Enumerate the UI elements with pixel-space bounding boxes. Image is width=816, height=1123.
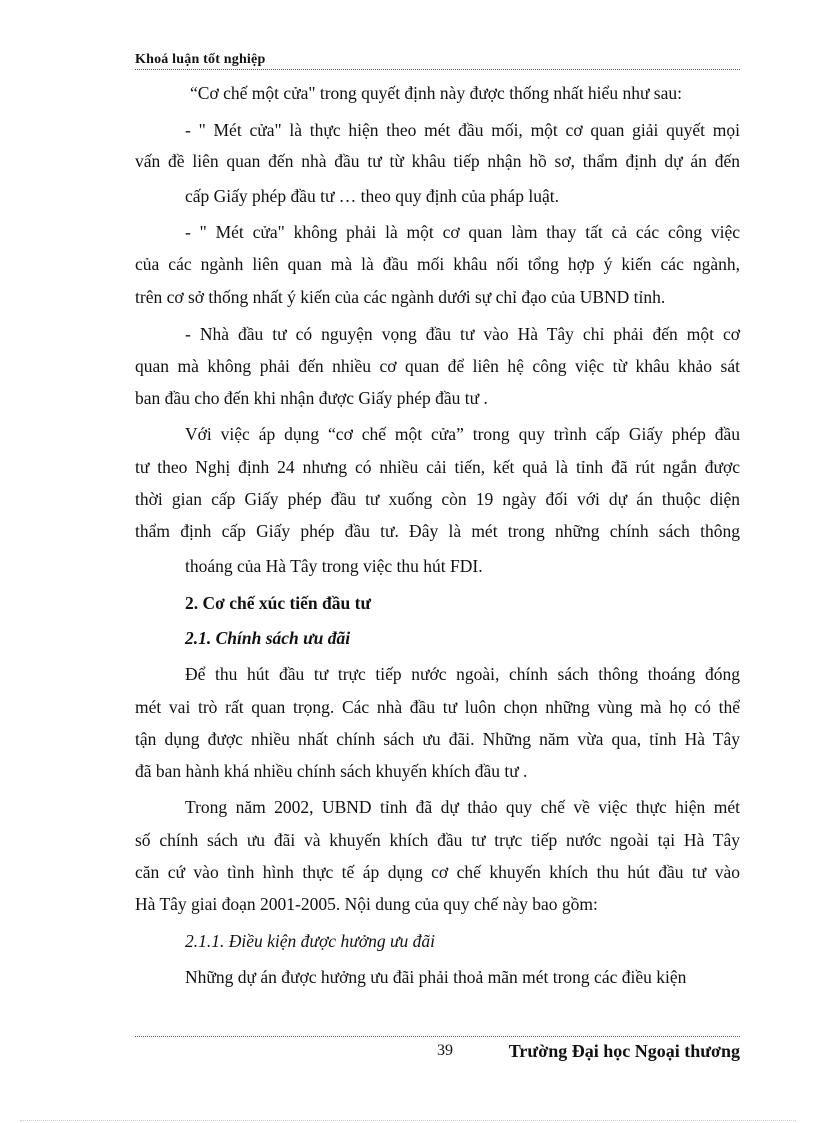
header-divider bbox=[135, 69, 740, 70]
subsubsection-heading: 2.1.1. Điều kiện được hưởng ưu đãi bbox=[185, 931, 435, 951]
paragraph-line: cấp Giấy phép đầu tư … theo quy định của pháp luật. bbox=[185, 186, 559, 206]
page-bottom-border bbox=[20, 1120, 796, 1121]
paragraph-line: Với việc áp dụng “cơ chế một cửa” trong quy trình cấp Giấy phép đầu bbox=[185, 424, 740, 444]
paragraph-line: thẩm định cấp Giấy phép đầu tư. Đây là mét trong những chính sách thông bbox=[135, 521, 740, 541]
paragraph-line: đã ban hành khá nhiều chính sách khuyến khích đầu tư . bbox=[135, 761, 528, 781]
paragraph-line: của các ngành liên quan mà là đầu mối khâu nối tổng hợp ý kiến các ngành, bbox=[135, 254, 740, 274]
paragraph-line: Những dự án được hưởng ưu đãi phải thoả mãn mét trong các điều kiện bbox=[185, 967, 687, 987]
paragraph-line: tư theo Nghị định 24 nhưng có nhiều cải tiến, kết quả là tỉnh đã rút ngắn được bbox=[135, 457, 740, 477]
paragraph-line: “Cơ chế một cửa" trong quyết định này được thống nhất hiểu như sau: bbox=[190, 83, 682, 103]
paragraph-line: - Nhà đầu tư có nguyện vọng đầu tư vào Hà Tây chỉ phải đến một cơ bbox=[185, 324, 740, 344]
paragraph-line: trên cơ sở thống nhất ý kiến của các ngành dưới sự chỉ đạo của UBND tỉnh. bbox=[135, 287, 666, 307]
paragraph-line: số chính sách ưu đãi và khuyến khích đầu tư trực tiếp nước ngoài tại Hà Tây bbox=[135, 830, 740, 850]
paragraph-line: vấn đề liên quan đến nhà đầu tư từ khâu tiếp nhận hồ sơ, thẩm định dự án đến bbox=[135, 151, 740, 171]
section-heading: 2. Cơ chế xúc tiến đầu tư bbox=[185, 593, 371, 613]
paragraph-line: - " Mét cửa" không phải là một cơ quan làm thay tất cả các công việc bbox=[185, 222, 740, 242]
paragraph-line: Hà Tây giai đoạn 2001-2005. Nội dung của quy chế này bao gồm: bbox=[135, 894, 598, 914]
paragraph-line: tận dụng được nhiều nhất chính sách ưu đãi. Những năm vừa qua, tỉnh Hà Tây bbox=[135, 729, 740, 749]
footer-school-name: Trường Đại học Ngoại thương bbox=[508, 1041, 740, 1061]
paragraph-line: Để thu hút đầu tư trực tiếp nước ngoài, chính sách thông thoáng đóng bbox=[185, 664, 740, 684]
paragraph-line: ban đầu cho đến khi nhận được Giấy phép đầu tư . bbox=[135, 388, 488, 408]
paragraph-line: thời gian cấp Giấy phép đầu tư xuống còn 19 ngày đối với dự án thuộc diện bbox=[135, 489, 740, 509]
paragraph-line: quan mà không phải đến nhiều cơ quan để liên hệ công việc từ khâu khảo sát bbox=[135, 356, 740, 376]
running-header: Khoá luận tốt nghiệp bbox=[135, 52, 266, 67]
paragraph-line: - " Mét cửa" là thực hiện theo mét đầu mối, một cơ quan giải quyết mọi bbox=[185, 120, 740, 140]
footer-divider bbox=[135, 1036, 740, 1037]
paragraph-line: mét vai trò rất quan trọng. Các nhà đầu tư luôn chọn những vùng mà họ có thể bbox=[135, 697, 740, 717]
paragraph-line: thoáng của Hà Tây trong việc thu hút FDI. bbox=[185, 556, 483, 576]
paragraph-line: căn cứ vào tình hình thực tế áp dụng cơ chế khuyến khích thu hút đầu tư vào bbox=[135, 862, 740, 882]
page-number: 39 bbox=[437, 1042, 453, 1059]
subsection-heading: 2.1. Chính sách ưu đãi bbox=[185, 628, 351, 648]
paragraph-line: Trong năm 2002, UBND tỉnh đã dự thảo quy chế về việc thực hiện mét bbox=[185, 797, 740, 817]
